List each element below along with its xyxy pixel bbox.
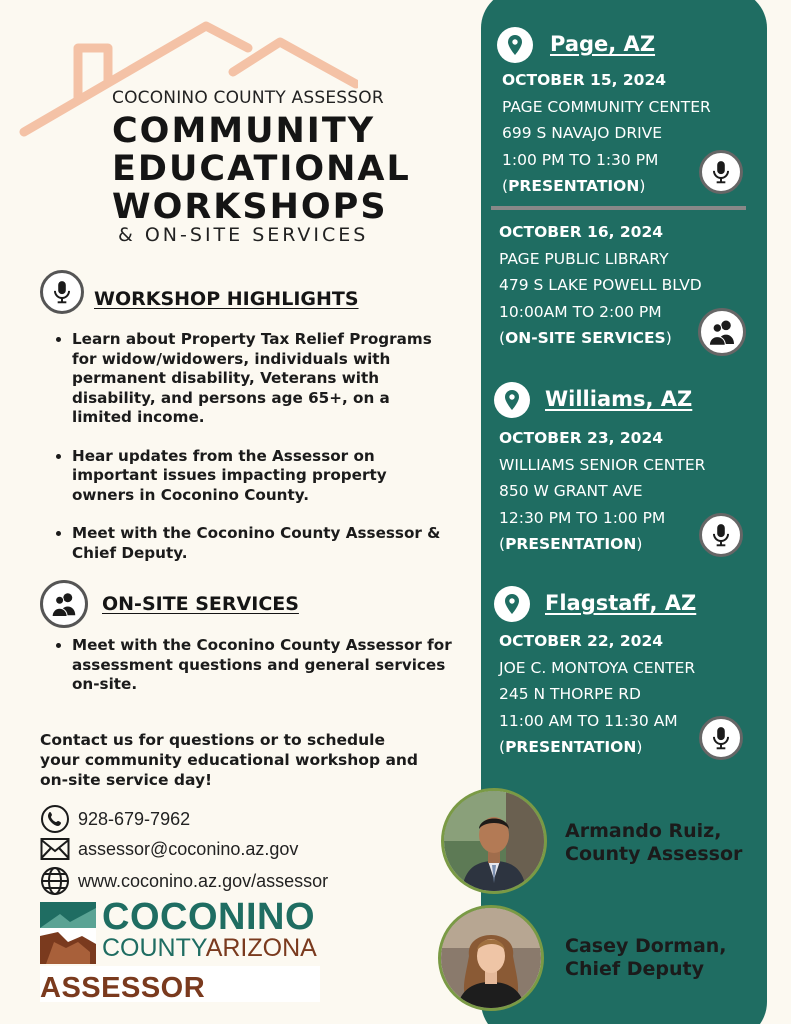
event-date: OCTOBER 15, 2024 bbox=[502, 71, 667, 89]
list-item: • Hear updates from the Assessor on important issues impacting property owners in Coconino County. bbox=[72, 447, 454, 506]
event-address: 245 N THORPE RD bbox=[499, 685, 641, 703]
event-type: (PRESENTATION) bbox=[499, 738, 643, 756]
event-venue: PAGE PUBLIC LIBRARY bbox=[499, 249, 669, 268]
list-item: • Learn about Property Tax Relief Programs for widow/widowers, individuals with permanent disability, Veterans with disability, and persons age 65+, on a limited income. bbox=[72, 330, 454, 428]
list-item: • Meet with the Coconino County Assessor & Chief Deputy. bbox=[72, 524, 454, 563]
event-type: (PRESENTATION) bbox=[499, 535, 643, 553]
globe-icon bbox=[40, 866, 70, 896]
logo-assessor: ASSESSOR bbox=[40, 972, 206, 1004]
event-address: 479 S LAKE POWELL BLVD bbox=[499, 276, 702, 294]
event-date: OCTOBER 23, 2024 bbox=[499, 429, 664, 447]
microphone-icon bbox=[699, 150, 743, 194]
website-link[interactable]: www.coconino.az.gov/assessor bbox=[78, 870, 329, 891]
event-venue: WILLIAMS SENIOR CENTER bbox=[499, 455, 706, 474]
event-time: 1:00 PM TO 1:30 PM bbox=[502, 150, 659, 169]
subtitle: & ON-SITE SERVICES bbox=[118, 224, 369, 246]
event-flagstaff bbox=[499, 628, 695, 761]
phone-icon bbox=[40, 804, 70, 834]
email-row[interactable] bbox=[40, 837, 298, 861]
logo-arizona: ARIZONA bbox=[205, 934, 317, 962]
group-icon bbox=[40, 580, 88, 628]
envelope-icon bbox=[40, 837, 70, 861]
event-page-1 bbox=[502, 67, 711, 200]
phone-row[interactable] bbox=[40, 804, 190, 834]
title-line-1: COMMUNITY bbox=[112, 111, 376, 151]
location-pin-icon bbox=[494, 382, 530, 418]
website-row[interactable] bbox=[40, 866, 328, 896]
landscape-logo-icon bbox=[40, 902, 96, 964]
phone-number[interactable]: 928-679-7962 bbox=[78, 808, 191, 829]
contact-text: Contact us for questions or to schedule your community educational workshop and on-site service day! bbox=[40, 731, 419, 789]
event-type: (PRESENTATION) bbox=[502, 177, 646, 195]
list-item: • Meet with the Coconino County Assessor for assessment questions and general services on-site. bbox=[72, 636, 454, 695]
event-time: 10:00AM TO 2:00 PM bbox=[499, 302, 662, 321]
highlights-heading: WORKSHOP HIGHLIGHTS bbox=[94, 288, 359, 310]
event-time: 12:30 PM TO 1:00 PM bbox=[499, 508, 666, 527]
org-name: COCONINO COUNTY ASSESSOR bbox=[112, 88, 384, 108]
city-page: Page, AZ bbox=[550, 32, 656, 56]
microphone-icon bbox=[40, 270, 84, 314]
event-time: 11:00 AM TO 11:30 AM bbox=[499, 711, 678, 730]
divider bbox=[491, 206, 746, 210]
armando-ruiz-photo bbox=[441, 788, 547, 894]
microphone-icon bbox=[699, 716, 743, 760]
city-flagstaff: Flagstaff, AZ bbox=[545, 591, 697, 615]
city-williams: Williams, AZ bbox=[545, 387, 693, 411]
logo-line-2 bbox=[102, 934, 317, 963]
event-type: (ON-SITE SERVICES) bbox=[499, 329, 672, 347]
logo-line-1: COCONINO bbox=[102, 896, 315, 938]
location-pin-icon bbox=[494, 586, 530, 622]
group-icon bbox=[698, 308, 746, 356]
event-page-2 bbox=[499, 219, 702, 352]
logo-county: COUNTY bbox=[102, 934, 206, 962]
location-pin-icon bbox=[497, 27, 533, 63]
coconino-county-logo bbox=[40, 896, 320, 1004]
event-williams bbox=[499, 425, 705, 558]
event-venue: PAGE COMMUNITY CENTER bbox=[502, 97, 711, 116]
microphone-icon bbox=[699, 513, 743, 557]
highlights-list bbox=[54, 330, 454, 582]
event-address: 850 W GRANT AVE bbox=[499, 482, 643, 500]
event-date: OCTOBER 22, 2024 bbox=[499, 632, 664, 650]
event-address: 699 S NAVAJO DRIVE bbox=[502, 124, 663, 142]
services-heading: ON-SITE SERVICES bbox=[102, 593, 299, 615]
title-line-3: WORKSHOPS bbox=[112, 187, 388, 227]
title-line-2: EDUCATIONAL bbox=[112, 149, 411, 189]
person-name: Armando Ruiz, County Assessor bbox=[565, 820, 743, 865]
services-list bbox=[54, 636, 454, 714]
email-address[interactable]: assessor@coconino.az.gov bbox=[78, 838, 299, 859]
event-date: OCTOBER 16, 2024 bbox=[499, 223, 664, 241]
casey-dorman-photo bbox=[438, 905, 544, 1011]
event-venue: JOE C. MONTOYA CENTER bbox=[499, 658, 696, 677]
person-name: Casey Dorman, Chief Deputy bbox=[565, 935, 727, 980]
